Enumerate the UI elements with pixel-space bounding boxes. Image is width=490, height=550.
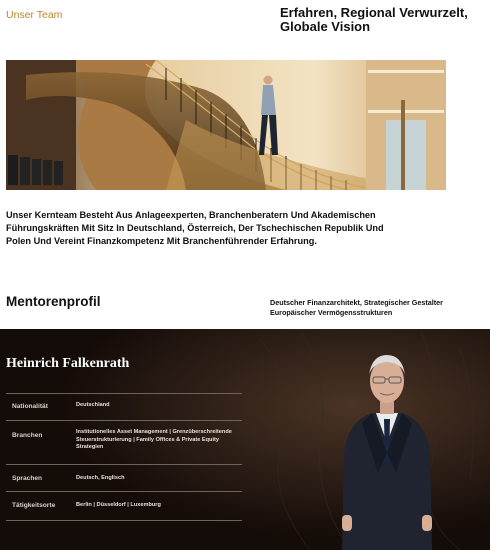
detail-label: Nationalität (12, 403, 48, 410)
detail-value: Institutionelles Asset Management | Grenzüberschreitende Steuerstrukturierung | Family Offices & Private Equity Strategien (76, 429, 232, 451)
detail-value: Berlin | Düsseldorf | Luxemburg (76, 502, 161, 508)
mentor-section-title: Mentorenprofil (6, 294, 101, 309)
person-name: Heinrich Falkenrath (6, 356, 130, 371)
hero-staircase-image (6, 60, 446, 190)
detail-row-industries (6, 420, 242, 464)
details-table-end-divider (6, 520, 242, 521)
detail-label: Branchen (12, 432, 43, 439)
detail-label: Tätigkeitsorte (12, 502, 56, 509)
page-headline: Erfahren, Regional Verwurzelt, Globale Vision (280, 5, 468, 34)
mentor-section-subtitle: Deutscher Finanzarchitekt, Strategischer Gestalter Europäischer Vermögensstrukturen (270, 298, 443, 317)
detail-label: Sprachen (12, 475, 43, 482)
detail-row-locations (6, 491, 242, 520)
team-label: Unser Team (6, 9, 63, 21)
intro-paragraph: Unser Kernteam Besteht Aus Anlageexperten, Branchenberatern Und Akademischen Führungskräften Mit Sitz In Deutschland, Österreich, Der Tschechischen Republik Und Polen Und Vereint Finanzkompetenz Mit Branchenführender Erfahrung. (6, 210, 384, 246)
detail-row-languages (6, 464, 242, 491)
profile-card (0, 329, 490, 550)
detail-value: Deutsch, Englisch (76, 475, 125, 481)
detail-row-nationality (6, 393, 242, 420)
portrait-image (332, 343, 442, 550)
detail-value: Deutschland (76, 402, 110, 408)
profile-details-table (6, 393, 242, 521)
